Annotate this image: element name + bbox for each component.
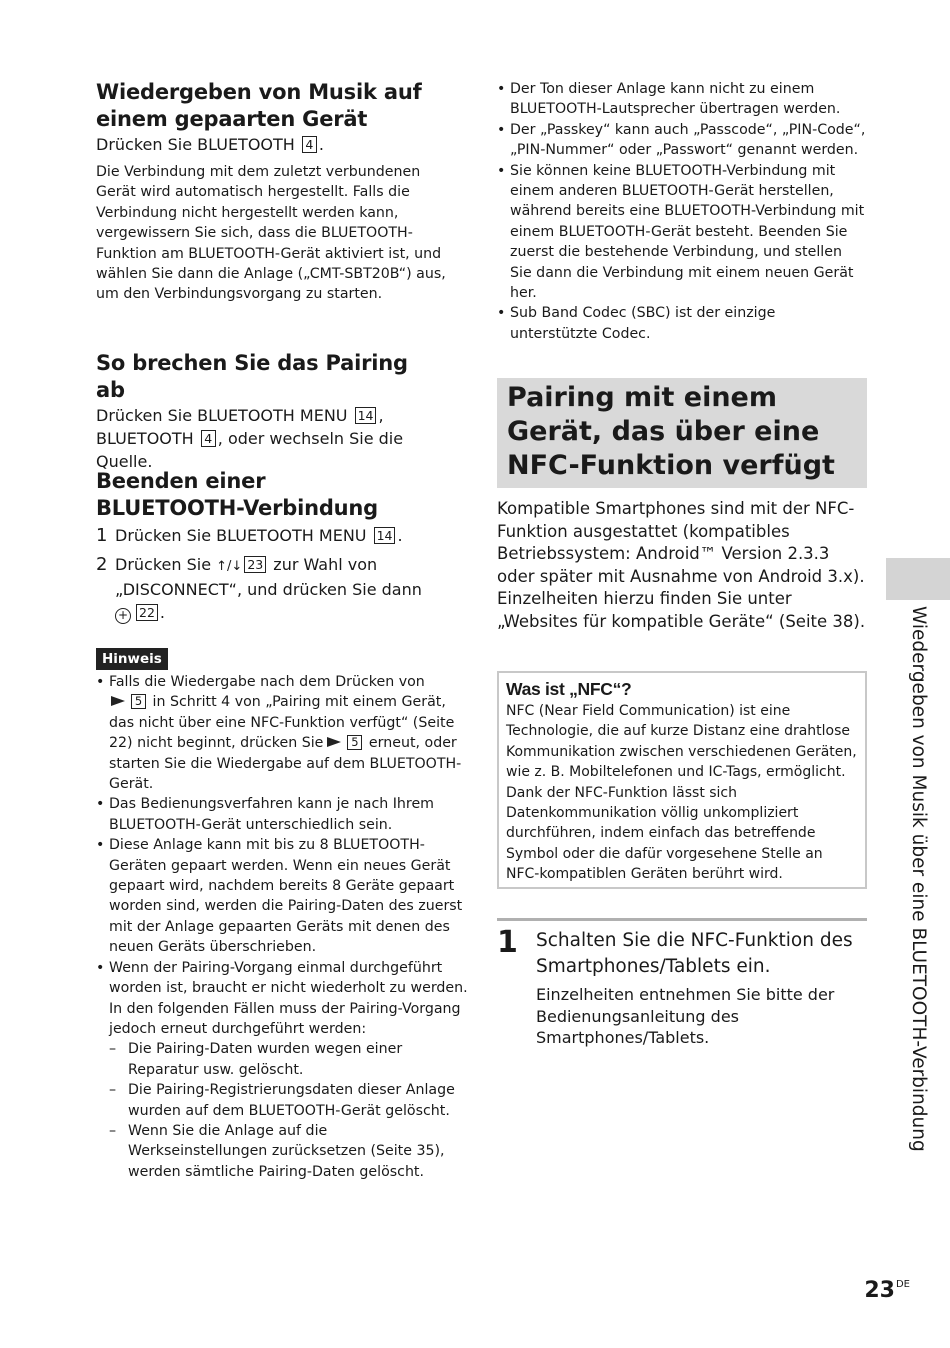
step-number: 1 bbox=[96, 525, 108, 546]
list-item: • Sie können keine BLUETOOTH-Verbindung mit einem anderen BLUETOOTH-Gerät herstellen, während bereits eine BLUETOOTH-Verbindung mit einem BLUETOOTH-Gerät besteht. Beenden Sie zuerst die bestehende Verbindung, und stellen Sie dann die Verbindung mit einem neuen Gerät her. bbox=[497, 161, 867, 304]
note-list-continued bbox=[497, 79, 867, 344]
button-number-badge: 22 bbox=[136, 604, 158, 621]
button-number-badge: 5 bbox=[347, 735, 362, 750]
list-item: • Falls die Wiedergabe nach dem Drücken von 5 in Schritt 4 von „Pairing mit einem Gerät, das nicht über eine NFC-Funktion verfügt“ (Seite 22) nicht beginnt, drücken Sie 5 erneut, oder starten Sie die Wiedergabe auf dem BLUETOOTH-Gerät. bbox=[96, 672, 468, 794]
list-item: • Der „Passkey“ kann auch „Passcode“, „PIN-Code“, „PIN-Nummer“ oder „Passwort“ genannt werden. bbox=[497, 120, 867, 161]
step-number: 1 bbox=[497, 925, 518, 960]
section-play-paired bbox=[96, 79, 468, 305]
chapter-label: Wiedergeben von Musik über eine BLUETOOTH-Verbindung bbox=[908, 606, 929, 1152]
play-icon bbox=[111, 696, 125, 706]
step-item: 2 Drücken Sie ↑/↓ 23 zur Wahl von „DISCONNECT“, und drücken Sie dann + 22 . bbox=[96, 554, 422, 622]
section-body: Die Verbindung mit dem zuletzt verbundenen Gerät wird automatisch hergestellt. Falls die Verbindung nicht hergestellt werden kann, vergewissern Sie sich, dass die BLUETOOTH-Funktion am BLUETOOTH-Gerät aktiviert ist, und wählen Sie dann die Anlage („CMT-SBT20B“) aus, um den Verbindungsvorgang zu starten. bbox=[96, 164, 446, 303]
language-code: DE bbox=[895, 1279, 910, 1290]
nfc-section-title: Pairing mit einem Gerät, das über eine NFC-Funktion verfügt bbox=[507, 382, 835, 481]
step-body: Einzelheiten entnehmen Sie bitte der Bedienungsanleitung des Smartphones/Tablets. bbox=[536, 985, 835, 1047]
button-number-badge: 5 bbox=[131, 694, 146, 709]
list-item: – Die Pairing-Registrierungsdaten dieser Anlage wurden auf dem BLUETOOTH-Gerät gelöscht. bbox=[109, 1080, 468, 1121]
button-number-badge: 23 bbox=[244, 556, 266, 573]
info-box-title: Was ist „NFC“? bbox=[506, 679, 632, 699]
section-cancel-pairing bbox=[96, 350, 436, 473]
enter-button-icon: + bbox=[115, 608, 131, 624]
section-title: Wiedergeben von Musik auf einem gepaarten Gerät bbox=[96, 80, 422, 131]
nfc-intro: Kompatible Smartphones sind mit der NFC-Funktion ausgestattet (kompatibles Betriebssystem: Android™ Version 2.3.3 oder später mit Ausnahme von Android 3.x). Einzelheiten hierzu finden Sie unter „Websites für kompatible Geräte“ (Seite 38). bbox=[497, 499, 866, 631]
note-list bbox=[96, 672, 468, 1182]
section-subtitle: Drücken Sie BLUETOOTH 4 . bbox=[96, 135, 324, 154]
note-badge: Hinweis bbox=[96, 648, 168, 670]
list-item: • Sub Band Codec (SBC) ist der einzige unterstützte Codec. bbox=[497, 303, 867, 344]
step-number: 2 bbox=[96, 554, 108, 575]
step-title: Schalten Sie die NFC-Funktion des Smartphones/Tablets ein. bbox=[536, 930, 853, 977]
section-body: Drücken Sie BLUETOOTH MENU 14 , BLUETOOTH 4 , oder wechseln Sie die Quelle. bbox=[96, 406, 404, 471]
up-down-arrows-icon: ↑/↓ bbox=[216, 559, 243, 574]
info-box-body: NFC (Near Field Communication) ist eine Technologie, die auf kurze Distanz eine drahtlose Kommunikation zwischen verschiedenen Geräten, wie z. B. Mobiltelefonen und IC-Tags, ermöglicht. Dank der NFC-Funktion lässt sich Datenkommunikation völlig unkompliziert durchführen, indem einfach das betreffende Symbol oder die dafür vorgesehene Stelle an NFC-kompatiblen Geräten berührt wird. bbox=[506, 703, 857, 883]
nfc-section-header bbox=[497, 378, 867, 488]
step-divider bbox=[497, 918, 867, 921]
nfc-info-box bbox=[497, 671, 867, 889]
list-item: – Die Pairing-Daten wurden wegen einer Reparatur usw. gelöscht. bbox=[109, 1039, 468, 1080]
note-section bbox=[96, 648, 468, 1182]
sub-list bbox=[109, 1039, 468, 1182]
page-number: 23DE bbox=[864, 1278, 910, 1303]
button-number-badge: 14 bbox=[355, 407, 377, 424]
nfc-step-1 bbox=[497, 925, 867, 1049]
list-item: • Der Ton dieser Anlage kann nicht zu einem BLUETOOTH-Lautsprecher übertragen werden. bbox=[497, 79, 867, 120]
chapter-tab bbox=[886, 558, 950, 600]
section-end-connection bbox=[96, 468, 436, 624]
section-title: So brechen Sie das Pairing ab bbox=[96, 351, 408, 402]
step-item: 1 Drücken Sie BLUETOOTH MENU 14 . bbox=[96, 525, 403, 546]
button-number-badge: 4 bbox=[201, 430, 216, 447]
button-number-badge: 4 bbox=[302, 136, 317, 153]
list-item: – Wenn Sie die Anlage auf die Werkseinstellungen zurücksetzen (Seite 35), werden sämtliche Pairing-Daten gelöscht. bbox=[109, 1121, 468, 1182]
button-number-badge: 14 bbox=[374, 527, 396, 544]
list-item: • Wenn der Pairing-Vorgang einmal durchgeführt worden ist, braucht er nicht wiederholt zu werden. In den folgenden Fällen muss der Pairing-Vorgang jedoch erneut durchgeführt werden: – Die Pairing-Daten wurden wegen einer Reparatur usw. gelöscht. – Die Pairing-Registrierungsdaten dieser Anlage wurden auf dem BLUETOOTH-Gerät gelöscht. – Wenn Sie die Anlage auf die Werkseinstellungen zurücksetzen (Seite 35), werden sämtliche Pairing-Daten gelöscht. bbox=[96, 958, 468, 1182]
list-item: • Diese Anlage kann mit bis zu 8 BLUETOOTH-Geräten gepaart werden. Wenn ein neues Gerät gepaart wird, nachdem bereits 8 Geräte gepaart worden sind, werden die Pairing-Daten des zuerst mit der Anlage gepaarten Geräts mit denen des neuen Geräts überschrieben. bbox=[96, 835, 468, 957]
section-title: Beenden einer BLUETOOTH-Verbindung bbox=[96, 469, 379, 520]
list-item: • Das Bedienungsverfahren kann je nach Ihrem BLUETOOTH-Gerät unterschiedlich sein. bbox=[96, 794, 468, 835]
play-icon bbox=[327, 737, 341, 747]
